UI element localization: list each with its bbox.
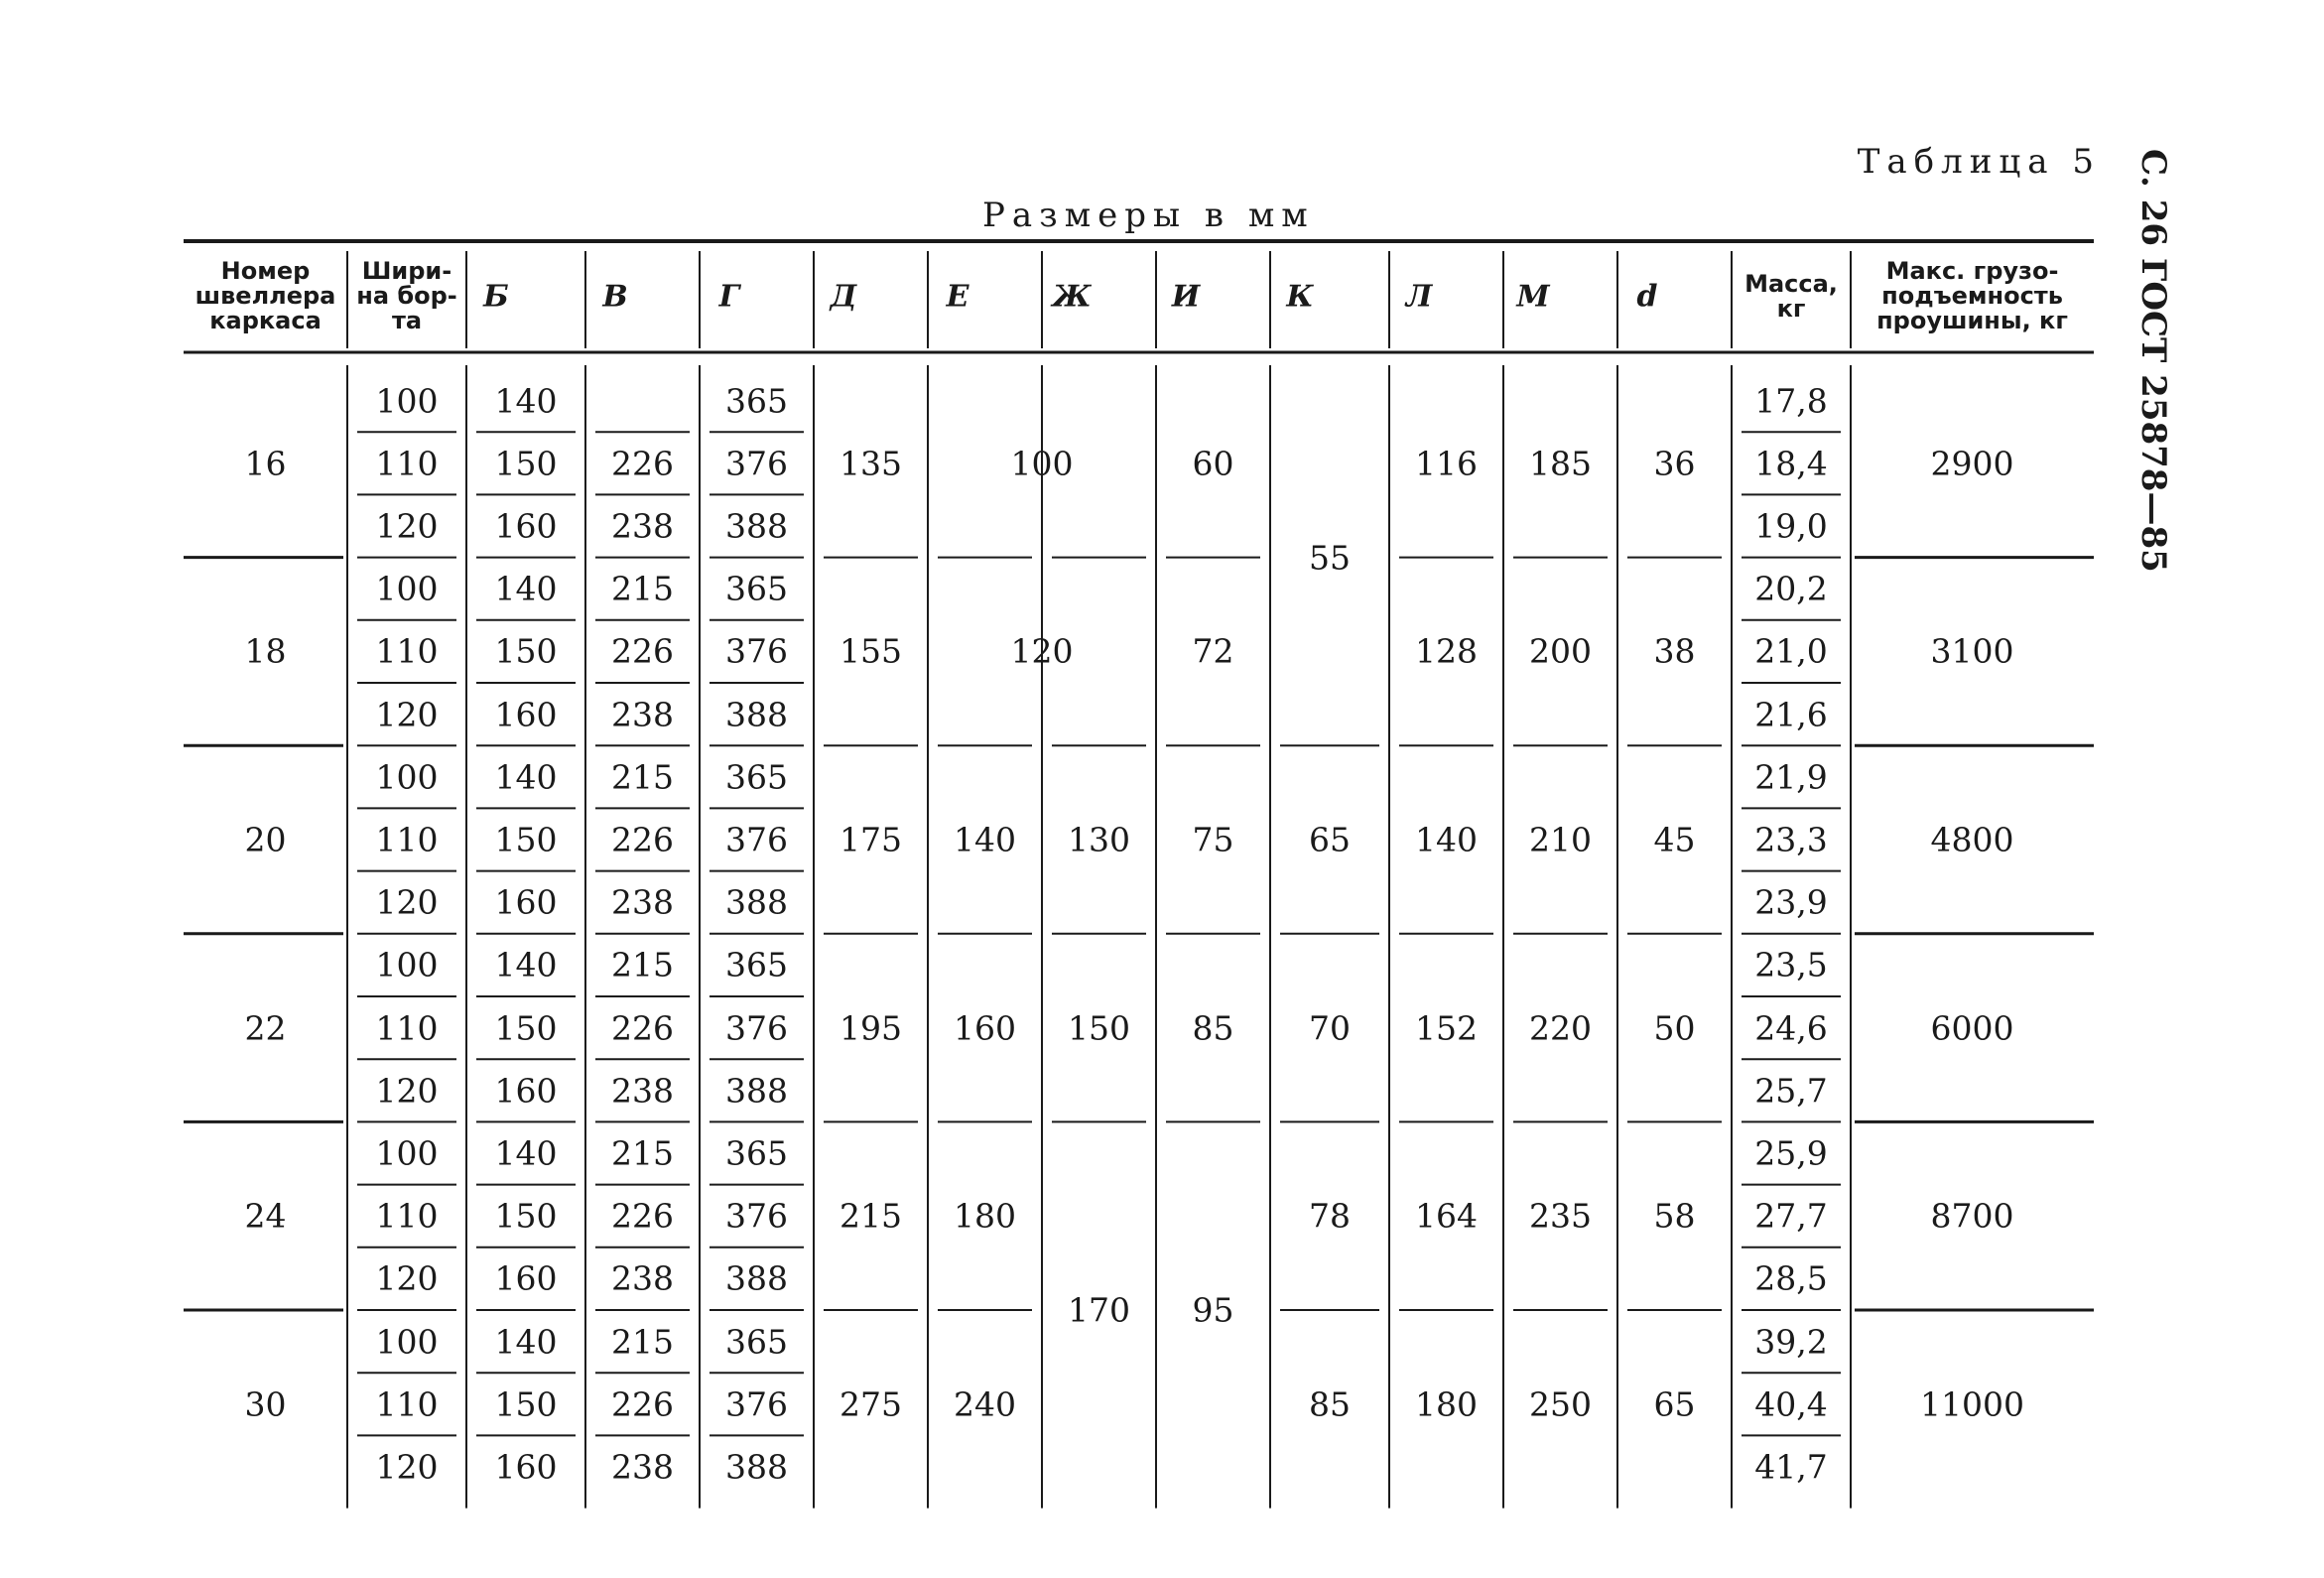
flange-width-value: 120 — [375, 695, 439, 734]
channel-number: 18 — [244, 631, 287, 671]
b-value: 160 — [494, 882, 558, 922]
header-e: Е — [946, 279, 969, 315]
mass-value: 25,7 — [1754, 1071, 1828, 1111]
g-value: 388 — [725, 695, 788, 734]
small-d-value: 38 — [1653, 631, 1696, 671]
v-value: 238 — [611, 882, 674, 922]
v-value: 238 — [611, 1447, 674, 1487]
g-value: 365 — [725, 381, 788, 421]
mass-value: 28,5 — [1754, 1258, 1828, 1298]
v-value: 215 — [611, 945, 674, 985]
b-value: 150 — [494, 444, 558, 483]
mass-value: 39,2 — [1754, 1322, 1828, 1362]
max-load-value: 8700 — [1930, 1196, 2014, 1236]
mass-value: 41,7 — [1754, 1447, 1828, 1487]
flange-width-value: 110 — [375, 1384, 439, 1424]
mass-value: 23,9 — [1754, 882, 1828, 922]
b-value: 140 — [494, 1133, 558, 1173]
small-d-value: 36 — [1653, 444, 1696, 483]
k-value: 70 — [1309, 1008, 1351, 1048]
mass-value: 21,0 — [1754, 631, 1828, 671]
b-value: 150 — [494, 1384, 558, 1424]
header-b: Б — [483, 279, 509, 315]
v-value: 215 — [611, 1322, 674, 1362]
header-d: Д — [830, 279, 857, 315]
flange-width-value: 100 — [375, 945, 439, 985]
small-d-value: 45 — [1653, 820, 1696, 859]
header-k: К — [1286, 279, 1314, 315]
l-value: 140 — [1415, 820, 1478, 859]
i-value: 75 — [1192, 820, 1234, 859]
g-value: 376 — [725, 1008, 788, 1048]
d-dimension-value: 155 — [839, 631, 902, 671]
mass-value: 23,5 — [1754, 945, 1828, 985]
i-value: 85 — [1192, 1008, 1234, 1048]
header-g: Г — [718, 279, 740, 315]
l-value: 152 — [1415, 1008, 1478, 1048]
flange-width-value: 120 — [375, 506, 439, 546]
g-value: 388 — [725, 506, 788, 546]
g-value: 376 — [725, 1196, 788, 1236]
e-value: 180 — [954, 1196, 1016, 1236]
g-value: 365 — [725, 569, 788, 608]
e-value: 160 — [954, 1008, 1016, 1048]
header-d: d — [1636, 279, 1658, 315]
g-value: 388 — [725, 1258, 788, 1298]
max-load-value: 6000 — [1930, 1008, 2014, 1048]
v-value: 226 — [611, 1384, 674, 1424]
g-value: 376 — [725, 820, 788, 859]
m-value: 235 — [1529, 1196, 1592, 1236]
e-zh-value: 120 — [1010, 631, 1074, 671]
channel-number: 22 — [244, 1008, 287, 1048]
header-channel-number: Номер швеллера каркаса — [194, 257, 336, 335]
channel-number: 30 — [244, 1384, 287, 1424]
flange-width-value: 110 — [375, 820, 439, 859]
small-d-value: 50 — [1653, 1008, 1696, 1048]
g-value: 376 — [725, 444, 788, 483]
g-value: 365 — [725, 1322, 788, 1362]
zh-value: 170 — [1068, 1290, 1130, 1330]
flange-width-value: 100 — [375, 569, 439, 608]
b-value: 140 — [494, 757, 558, 797]
g-value: 388 — [725, 882, 788, 922]
g-value: 388 — [725, 1071, 788, 1111]
mass-value: 25,9 — [1754, 1133, 1828, 1173]
e-zh-value: 100 — [1010, 444, 1074, 483]
b-value: 160 — [494, 1258, 558, 1298]
m-value: 200 — [1529, 631, 1592, 671]
v-value: 226 — [611, 820, 674, 859]
flange-width-value: 100 — [375, 381, 439, 421]
units-caption: Размеры в мм — [982, 196, 1315, 235]
header-max-load: Макс. грузо- подъемность проушины, кг — [1876, 257, 2068, 335]
v-value: 215 — [611, 569, 674, 608]
zh-value: 130 — [1068, 820, 1130, 859]
b-value: 160 — [494, 506, 558, 546]
flange-width-value: 100 — [375, 1322, 439, 1362]
header-m: М — [1516, 279, 1550, 315]
b-value: 150 — [494, 1196, 558, 1236]
b-value: 160 — [494, 1447, 558, 1487]
e-value: 240 — [954, 1384, 1016, 1424]
i-value: 72 — [1192, 631, 1234, 671]
channel-number: 16 — [244, 444, 287, 483]
max-load-value: 3100 — [1930, 631, 2014, 671]
flange-width-value: 100 — [375, 757, 439, 797]
mass-value: 23,3 — [1754, 820, 1828, 859]
header-l: Л — [1405, 279, 1433, 315]
mass-value: 24,6 — [1754, 1008, 1828, 1048]
v-value: 238 — [611, 695, 674, 734]
i-value: 95 — [1192, 1290, 1234, 1330]
header-i: И — [1171, 279, 1201, 315]
flange-width-value: 110 — [375, 444, 439, 483]
header-v: В — [602, 279, 628, 315]
b-value: 150 — [494, 631, 558, 671]
mass-value: 17,8 — [1754, 381, 1828, 421]
v-value: 215 — [611, 757, 674, 797]
flange-width-value: 120 — [375, 1258, 439, 1298]
page-header: С. 26 ГОСТ 25878—85 — [2133, 149, 2173, 573]
table-label: Таблица 5 — [1857, 142, 2101, 182]
flange-width-value: 100 — [375, 1133, 439, 1173]
flange-width-value: 120 — [375, 1071, 439, 1111]
d-dimension-value: 275 — [839, 1384, 902, 1424]
flange-width-value: 120 — [375, 882, 439, 922]
l-value: 116 — [1415, 444, 1478, 483]
b-value: 150 — [494, 1008, 558, 1048]
v-value: 226 — [611, 631, 674, 671]
v-value: 215 — [611, 1133, 674, 1173]
l-value: 128 — [1415, 631, 1478, 671]
mass-value: 18,4 — [1754, 444, 1828, 483]
v-value: 226 — [611, 444, 674, 483]
mass-value: 27,7 — [1754, 1196, 1828, 1236]
b-value: 140 — [494, 945, 558, 985]
m-value: 185 — [1529, 444, 1592, 483]
m-value: 250 — [1529, 1384, 1592, 1424]
channel-number: 24 — [244, 1196, 287, 1236]
g-value: 365 — [725, 1133, 788, 1173]
channel-number: 20 — [244, 820, 287, 859]
b-value: 160 — [494, 1071, 558, 1111]
k-value: 85 — [1309, 1384, 1351, 1424]
flange-width-value: 110 — [375, 1196, 439, 1236]
header-mass: Масса, кг — [1744, 269, 1838, 323]
flange-width-value: 110 — [375, 631, 439, 671]
max-load-value: 2900 — [1930, 444, 2014, 483]
small-d-value: 65 — [1653, 1384, 1696, 1424]
g-value: 376 — [725, 631, 788, 671]
d-dimension-value: 195 — [839, 1008, 902, 1048]
l-value: 180 — [1415, 1384, 1478, 1424]
max-load-value: 4800 — [1930, 820, 2014, 859]
mass-value: 19,0 — [1754, 506, 1828, 546]
l-value: 164 — [1415, 1196, 1478, 1236]
e-value: 140 — [954, 820, 1016, 859]
small-d-value: 58 — [1653, 1196, 1696, 1236]
m-value: 210 — [1529, 820, 1592, 859]
mass-value: 21,6 — [1754, 695, 1828, 734]
max-load-value: 11000 — [1920, 1384, 2024, 1424]
d-dimension-value: 215 — [839, 1196, 902, 1236]
v-value: 226 — [611, 1196, 674, 1236]
mass-value: 21,9 — [1754, 757, 1828, 797]
b-value: 140 — [494, 381, 558, 421]
i-value: 60 — [1192, 444, 1234, 483]
v-value: 238 — [611, 506, 674, 546]
v-value: 238 — [611, 1071, 674, 1111]
b-value: 160 — [494, 695, 558, 734]
g-value: 388 — [725, 1447, 788, 1487]
b-value: 140 — [494, 569, 558, 608]
k-value: 65 — [1309, 820, 1351, 859]
v-value: 226 — [611, 1008, 674, 1048]
k-value: 55 — [1309, 538, 1351, 578]
g-value: 365 — [725, 757, 788, 797]
mass-value: 40,4 — [1754, 1384, 1828, 1424]
g-value: 365 — [725, 945, 788, 985]
header-flange-width: Шири- на бор- та — [356, 257, 457, 335]
flange-width-value: 120 — [375, 1447, 439, 1487]
g-value: 376 — [725, 1384, 788, 1424]
b-value: 140 — [494, 1322, 558, 1362]
k-value: 78 — [1309, 1196, 1351, 1236]
m-value: 220 — [1529, 1008, 1592, 1048]
v-value: 238 — [611, 1258, 674, 1298]
flange-width-value: 110 — [375, 1008, 439, 1048]
d-dimension-value: 135 — [839, 444, 902, 483]
header-zh: Ж — [1052, 279, 1092, 315]
d-dimension-value: 175 — [839, 820, 902, 859]
b-value: 150 — [494, 820, 558, 859]
zh-value: 150 — [1068, 1008, 1130, 1048]
mass-value: 20,2 — [1754, 569, 1828, 608]
